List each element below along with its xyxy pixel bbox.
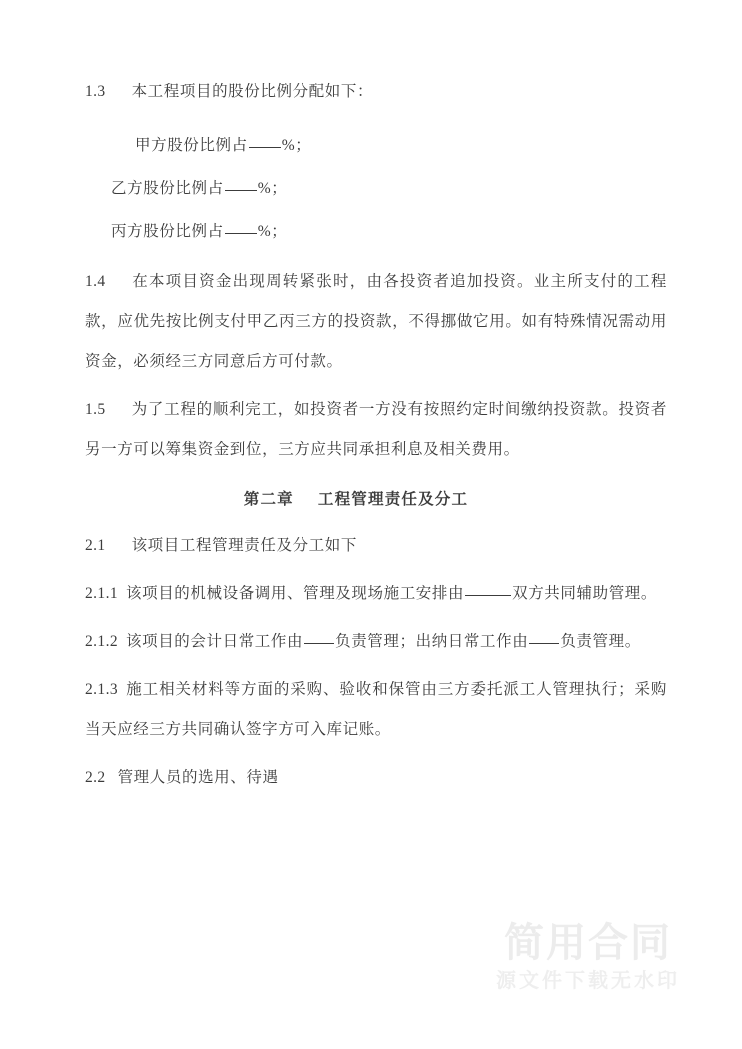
- share-party-a-suffix: %；: [281, 137, 312, 154]
- clause-1-3: [85, 72, 667, 112]
- share-party-b-label: 乙方股份比例占: [111, 180, 224, 197]
- clause-2-1-2-number: 2.1.2: [85, 633, 118, 650]
- clause-1-4-text: 在本项目资金出现周转紧张时，由各投资者追加投资。业主所支付的工程款，应优先按比例支付甲乙丙三方的投资款，不得挪做它用。如有特殊情况需动用资金，必须经三方同意后方可付款。: [85, 273, 667, 370]
- share-party-b-suffix: %；: [257, 180, 288, 197]
- clause-2-1-2-blank-cashier[interactable]: [529, 643, 559, 644]
- clause-2-1-2-text-part1: 该项目的会计日常工作由: [126, 633, 304, 650]
- share-party-b-blank[interactable]: [225, 190, 257, 191]
- clause-2-1-3: [85, 670, 667, 750]
- clause-1-5-text: 为了工程的顺利完工，如投资者一方没有按照约定时间缴纳投资款。投资者另一方可以筹集资金到位，三方应共同承担利息及相关费用。: [85, 401, 667, 458]
- chapter-2-label: 第二章: [243, 491, 294, 508]
- share-party-c-suffix: %；: [257, 223, 288, 240]
- chapter-2-heading: [85, 480, 667, 520]
- document-body: [85, 72, 667, 806]
- share-party-c-label: 丙方股份比例占: [111, 223, 224, 240]
- chapter-2-title: 工程管理责任及分工: [317, 491, 469, 508]
- clause-2-1-1-text-before: 该项目的机械设备调用、管理及现场施工安排由: [126, 585, 465, 602]
- share-party-c-blank[interactable]: [225, 233, 257, 234]
- watermark-sub-text: 源文件下载无水印: [496, 968, 680, 992]
- clause-2-2-number: 2.2: [85, 769, 106, 786]
- clause-2-1-1-blank[interactable]: [465, 595, 511, 596]
- clause-2-1-2: [85, 622, 667, 662]
- clause-2-1-3-number: 2.1.3: [85, 681, 118, 698]
- clause-2-1-2-text-part2: 负责管理；出纳日常工作由: [335, 633, 529, 650]
- clause-2-1: [85, 526, 667, 566]
- clause-1-3-number: 1.3: [85, 83, 106, 100]
- share-party-a-line: [85, 126, 667, 166]
- clause-2-1-number: 2.1: [85, 537, 106, 554]
- clause-2-1-2-blank-accountant[interactable]: [304, 643, 334, 644]
- share-party-c-line: [85, 212, 667, 252]
- share-party-b-line: [85, 169, 667, 209]
- clause-2-1-3-text: 施工相关材料等方面的采购、验收和保管由三方委托派工人管理执行；采购当天应经三方共同确认签字方可入库记账。: [85, 681, 667, 738]
- clause-1-5-number: 1.5: [85, 401, 106, 418]
- clause-2-1-1: [85, 574, 667, 614]
- share-party-a-blank[interactable]: [249, 147, 281, 148]
- clause-2-2-text: 管理人员的选用、待遇: [117, 769, 279, 786]
- share-party-a-label: 甲方股份比例占: [135, 137, 248, 154]
- clause-2-1-1-number: 2.1.1: [85, 585, 118, 602]
- clause-1-3-text: 本工程项目的股份比例分配如下：: [131, 83, 374, 100]
- clause-1-5: [85, 390, 667, 470]
- watermark: [496, 922, 680, 994]
- clause-2-2: [85, 758, 667, 798]
- clause-2-1-1-text-after: 双方共同辅助管理。: [512, 585, 658, 602]
- clause-1-4: [85, 262, 667, 382]
- clause-1-4-number: 1.4: [85, 273, 106, 290]
- clause-2-1-text: 该项目工程管理责任及分工如下: [131, 537, 357, 554]
- watermark-main-text: 简用合同: [504, 920, 672, 966]
- clause-2-1-2-text-part3: 负责管理。: [560, 633, 641, 650]
